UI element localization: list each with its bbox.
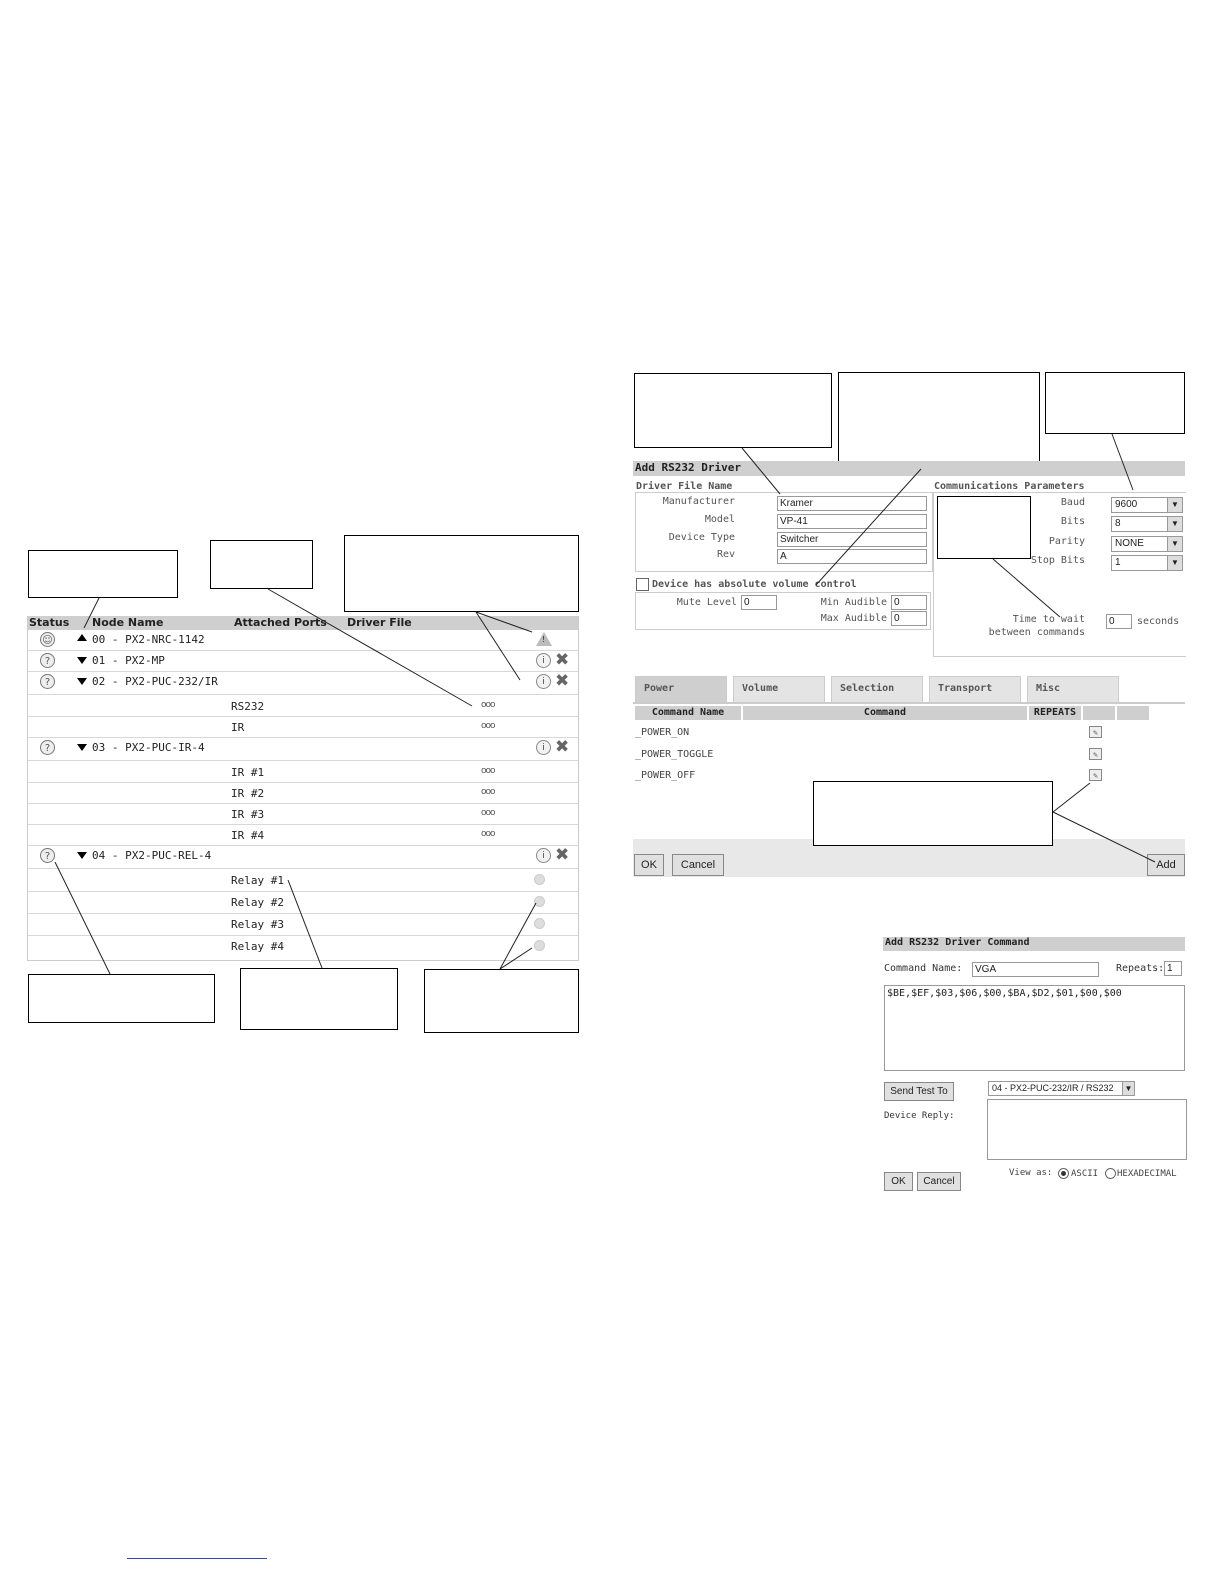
header-attached-ports: Attached Ports [234,616,327,629]
driver-file-placeholder[interactable]: ooo [481,721,495,731]
send-target-select[interactable] [988,1081,1135,1096]
parity-label: Parity [1048,536,1085,547]
tab-selection[interactable]: Selection [831,676,923,703]
port-row[interactable] [28,762,578,783]
status-unknown-icon: ? [40,740,55,755]
info-icon[interactable]: i [536,740,551,755]
port-row[interactable] [28,696,578,717]
relay-status-icon [534,918,545,929]
rev-label: Rev [716,549,735,560]
repeats-label: Repeats: [1116,963,1165,974]
status-unknown-icon: ? [40,674,55,689]
cmd-header-command: Command [743,706,1027,720]
driver-file-placeholder[interactable]: ooo [481,700,495,710]
baud-value: 9600 [1115,499,1138,510]
tab-divider [633,702,1185,704]
add-driver-command-panel [883,937,1185,1192]
callout-volume [838,372,1040,469]
tab-transport[interactable]: Transport [929,676,1021,703]
driver-file-placeholder[interactable]: ooo [481,808,495,818]
cmd-header-repeats: REPEATS [1029,706,1081,720]
ascii-radio[interactable] [1058,1168,1069,1179]
delete-icon[interactable]: ✖ [555,845,570,865]
chevron-down-icon: ▼ [1167,498,1182,512]
model-label: Model [704,514,735,525]
ok-button[interactable]: OK [634,854,664,876]
info-icon[interactable]: i [536,848,551,863]
tab-volume[interactable]: Volume [733,676,825,703]
time-wait-label-2: between commands [988,627,1085,638]
node-name: 03 - PX2-PUC-IR-4 [92,741,205,754]
callout-relay-dot-bottom [424,969,579,1033]
edit-icon[interactable]: ✎ [1089,769,1102,781]
expand-arrow-icon[interactable] [77,744,87,751]
edit-icon[interactable]: ✎ [1089,748,1102,760]
command-ok-button[interactable]: OK [884,1172,913,1191]
node-name: 04 - PX2-PUC-REL-4 [92,849,212,862]
tab-misc[interactable]: Misc [1027,676,1119,703]
chevron-down-icon: ▼ [1122,1082,1134,1095]
node-row[interactable] [28,738,578,761]
node-name: 02 - PX2-PUC-232/IR [92,675,218,688]
port-name: Relay #4 [231,940,284,953]
command-panel-title: Add RS232 Driver Command [883,937,1185,951]
ascii-label: ASCII [1071,1169,1099,1179]
expand-arrow-icon[interactable] [77,657,87,664]
volume-checkbox-label: Device has absolute volume control [652,579,857,590]
port-name: IR #1 [231,766,265,779]
port-name: Relay #2 [231,896,284,909]
warning-icon[interactable]: ! [536,632,552,646]
driver-file-name-heading: Driver File Name [636,481,733,492]
node-name: 01 - PX2-MP [92,654,165,667]
send-target-value: 04 - PX2-PUC-232/IR / RS232 [992,1083,1114,1093]
send-test-button[interactable]: Send Test To [884,1082,954,1101]
manufacturer-input[interactable]: Kramer [777,496,927,511]
device-reply-area[interactable] [987,1099,1187,1160]
stop-bits-label: Stop Bits [1030,555,1085,566]
tab-power[interactable]: Power [635,676,727,703]
header-node-name: Node Name [92,616,164,629]
command-name-label: Command Name: [884,963,963,974]
device-table-header [28,616,578,630]
header-status: Status [29,616,70,629]
driver-file-placeholder[interactable]: ooo [481,766,495,776]
callout-edit-add [813,781,1053,846]
info-icon[interactable]: i [536,674,551,689]
header-driver-file: Driver File [347,616,412,629]
edit-icon[interactable]: ✎ [1089,726,1102,738]
min-audible-input[interactable]: 0 [891,595,927,610]
port-name: Relay #1 [231,874,284,887]
node-name: 00 - PX2-NRC-1142 [92,633,205,646]
hexadecimal-label: HEXADECIMAL [1117,1169,1177,1179]
info-icon[interactable]: i [536,653,551,668]
driver-file-placeholder[interactable]: ooo [481,787,495,797]
port-row[interactable] [28,804,578,825]
baud-select[interactable] [1111,497,1183,513]
cmd-header-name: Command Name [635,706,741,720]
chevron-down-icon: ▼ [1167,517,1182,531]
command-text-area[interactable]: $BE,$EF,$03,$06,$00,$BA,$D2,$01,$00,$00 [884,985,1185,1071]
device-table [27,616,579,961]
model-input[interactable]: VP-41 [777,514,927,529]
status-unknown-icon: ? [40,653,55,668]
status-unknown-icon: ? [40,848,55,863]
node-row[interactable] [28,651,578,672]
add-button[interactable]: Add [1147,854,1185,876]
delete-icon[interactable]: ✖ [555,737,570,757]
hexadecimal-radio[interactable] [1105,1168,1116,1179]
max-audible-input[interactable]: 0 [891,611,927,626]
expand-arrow-icon[interactable] [77,852,87,859]
command-name[interactable]: _POWER_ON [635,727,690,738]
manufacturer-label: Manufacturer [662,496,735,507]
node-row[interactable] [28,846,578,869]
time-wait-label: Time to wait [1012,614,1085,625]
port-row[interactable] [28,825,578,846]
callout-driver-top [344,535,579,612]
max-audible-label: Max Audible [820,613,887,624]
port-name: IR [231,721,245,734]
device-reply-label: Device Reply: [884,1111,955,1121]
parity-select[interactable] [1111,536,1183,552]
cancel-button[interactable]: Cancel [672,854,724,876]
port-row[interactable] [28,936,578,959]
stop-bits-value: 1 [1115,557,1121,568]
relay-status-icon [534,874,545,885]
mute-level-label: Mute Level [676,597,737,608]
baud-label: Baud [1060,497,1085,508]
command-cancel-button[interactable]: Cancel [917,1172,961,1191]
command-name[interactable]: _POWER_OFF [635,770,696,781]
cmd-header-edit [1083,706,1115,720]
chevron-down-icon: ▼ [1167,537,1182,551]
port-name: IR #2 [231,787,265,800]
delete-icon[interactable]: ✖ [555,671,570,691]
port-row[interactable] [28,914,578,936]
callout-relay-bottom [240,968,398,1030]
port-name: IR #3 [231,808,265,821]
command-name[interactable]: _POWER_TOGGLE [635,749,714,760]
min-audible-label: Min Audible [820,597,887,608]
driver-file-placeholder[interactable]: ooo [481,829,495,839]
seconds-label: seconds [1137,616,1180,627]
callout-time-wait [937,496,1031,559]
callout-file-name [634,373,832,448]
cmd-header-delete [1117,706,1149,720]
relay-status-icon [534,940,545,951]
delete-icon[interactable]: ✖ [555,650,570,670]
bits-select[interactable] [1111,516,1183,532]
callout-status-bottom [28,974,215,1023]
callout-status-top [28,550,178,598]
callout-ports-top [210,540,313,589]
rev-input[interactable]: A [777,549,927,564]
port-row[interactable] [28,892,578,914]
volume-checkbox[interactable] [636,578,649,591]
view-as-label: View as: [1009,1168,1053,1178]
relay-status-icon [534,896,545,907]
node-row[interactable] [28,672,578,695]
port-name: RS232 [231,700,265,713]
command-name-input[interactable]: VGA [972,962,1099,977]
port-row[interactable] [28,870,578,892]
bits-label: Bits [1060,516,1085,527]
callout-baud [1045,372,1185,434]
comm-params-heading: Communications Parameters [934,481,1085,492]
port-row[interactable] [28,783,578,804]
radio-selected-dot [1061,1171,1066,1176]
stop-bits-select[interactable] [1111,555,1183,571]
status-ok-icon: ☺ [40,632,55,647]
parity-value: NONE [1115,538,1144,549]
time-wait-input[interactable]: 0 [1106,614,1132,629]
node-row[interactable] [28,630,578,651]
port-name: IR #4 [231,829,265,842]
device-type-input[interactable]: Switcher [777,532,927,547]
port-name: Relay #3 [231,918,284,931]
mute-level-input[interactable]: 0 [741,595,777,610]
repeats-input[interactable]: 1 [1164,961,1182,976]
bits-value: 8 [1115,518,1121,529]
chevron-down-icon: ▼ [1167,556,1182,570]
footer-link-underline [127,1558,267,1559]
device-type-label: Device Type [668,532,735,543]
port-row[interactable] [28,717,578,738]
panel-title: Add RS232 Driver [633,461,1185,476]
collapse-arrow-icon[interactable] [77,634,87,641]
expand-arrow-icon[interactable] [77,678,87,685]
